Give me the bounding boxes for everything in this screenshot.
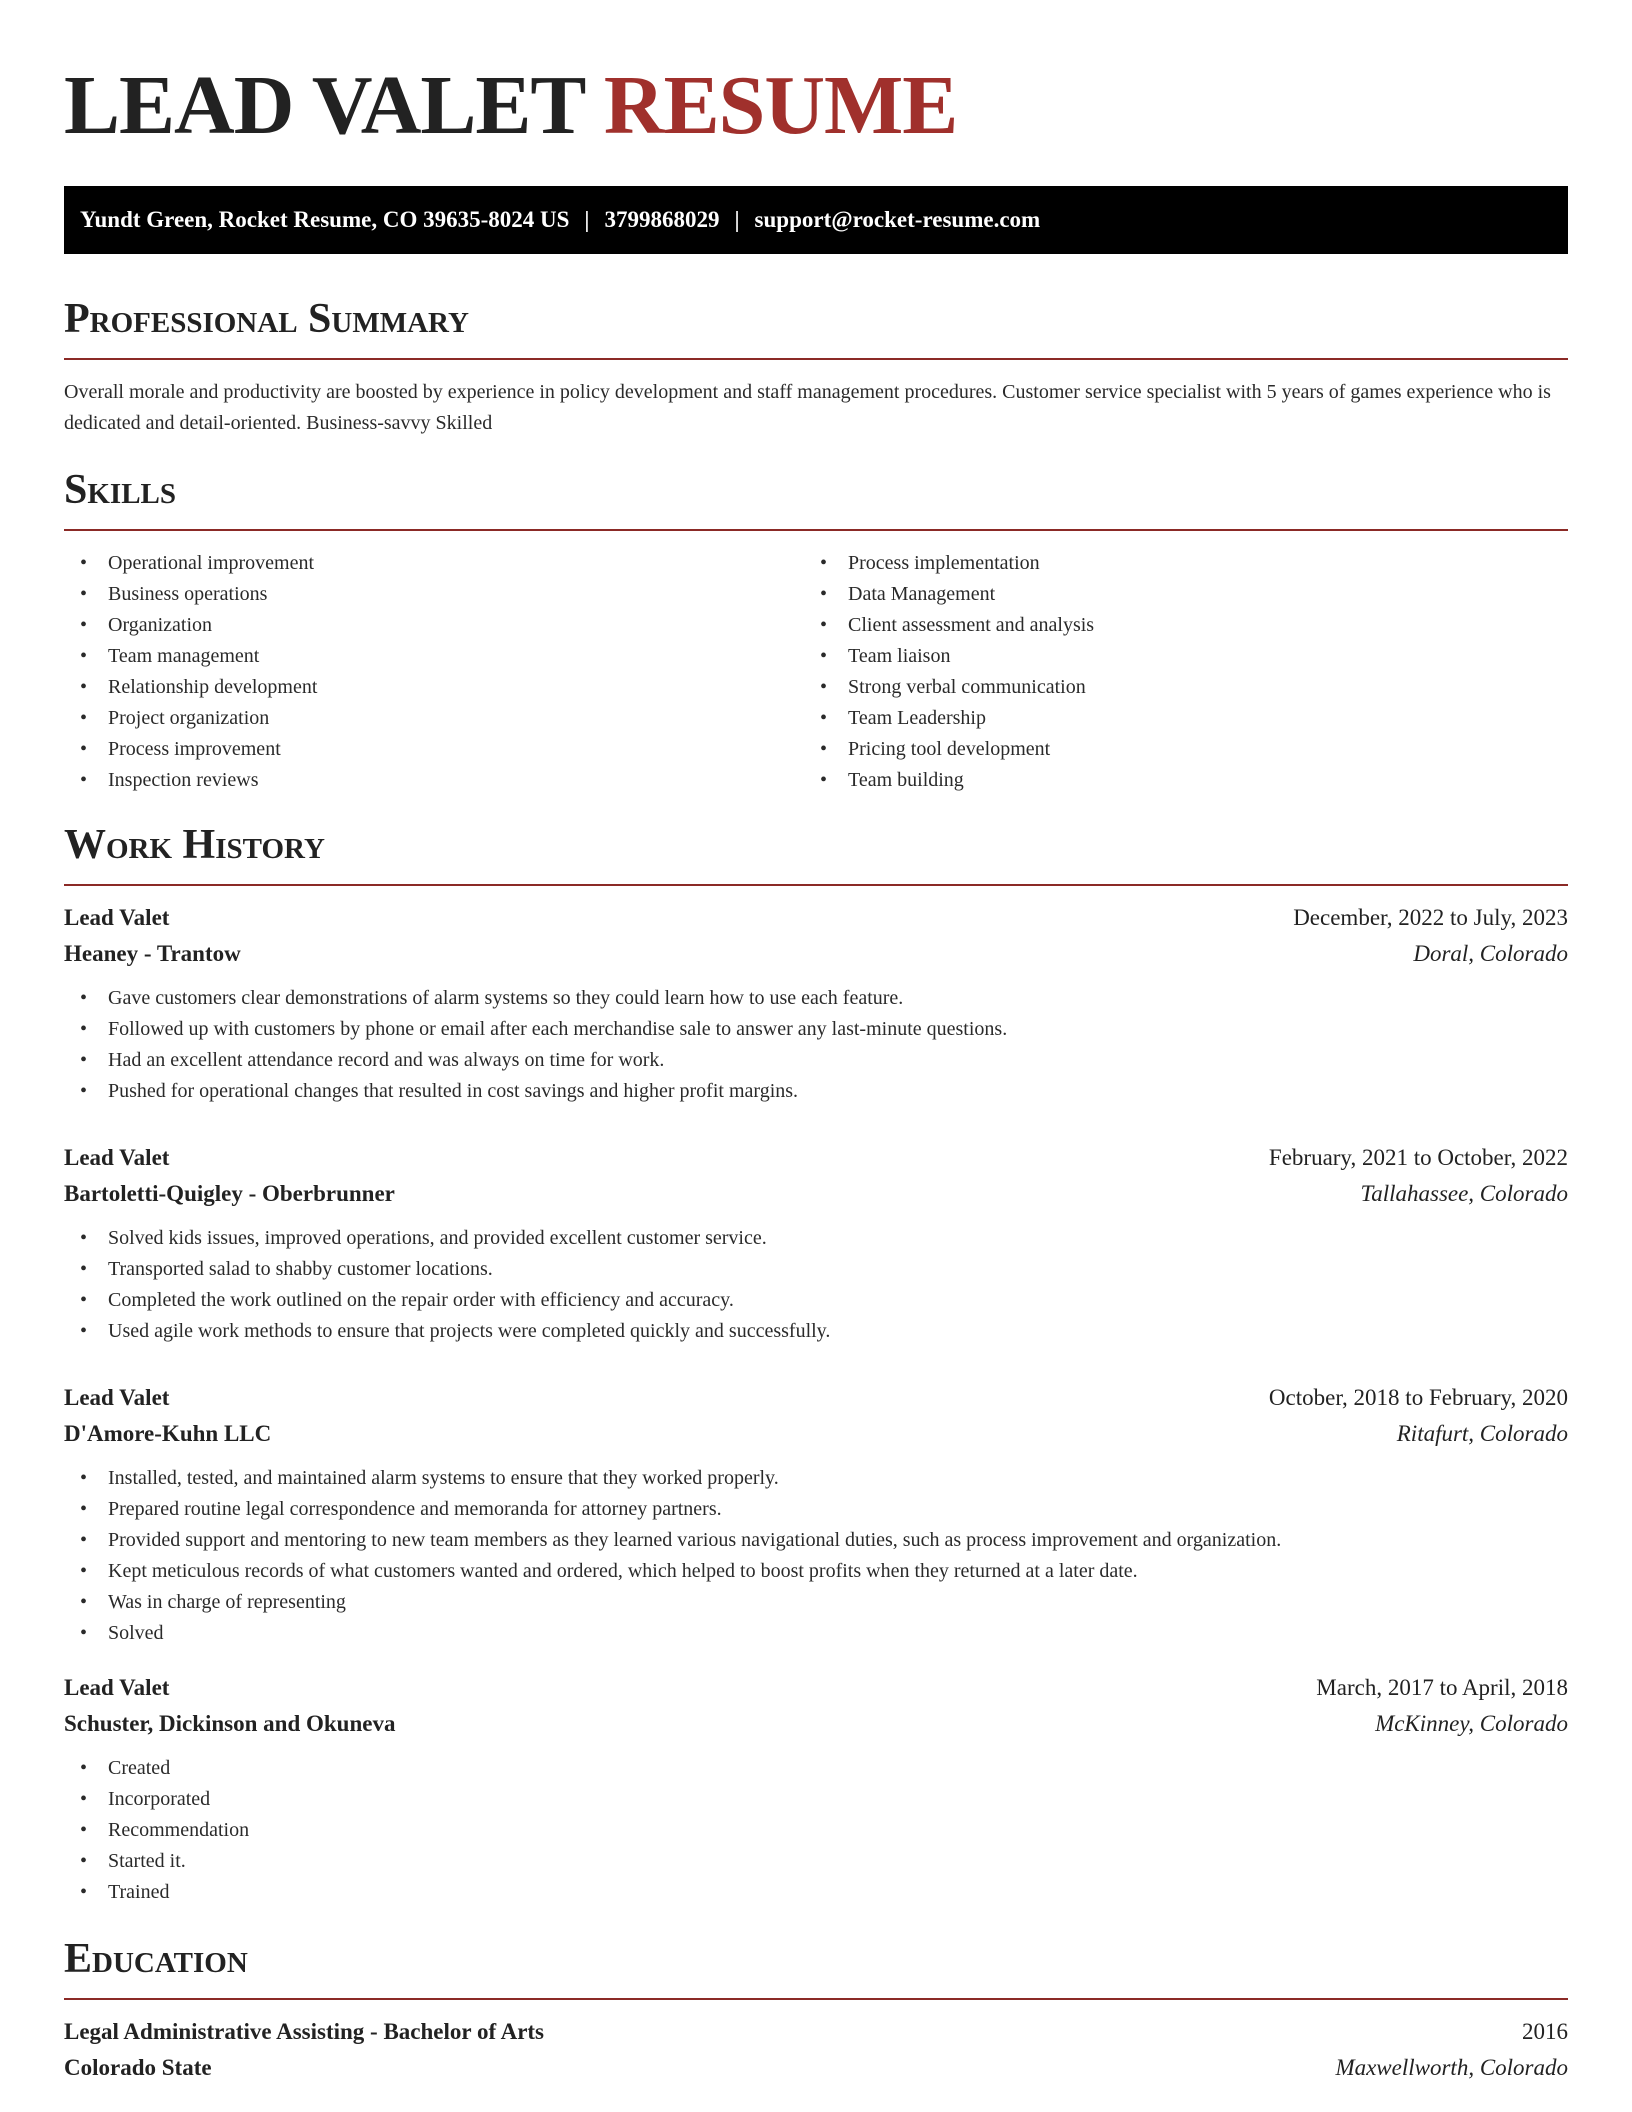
resume-title (64, 56, 1568, 156)
summary-text: Overall morale and productivity are boosted by experience in policy development and staff management procedures. Customer service specialist with 5 years of games experience who is dedicated and detail-oriented. Business-savvy Skilled (64, 381, 1551, 434)
work-history-heading: Work History (64, 822, 325, 868)
job-bullet: • Followed up with customers by phone or email after each merchandise sale to answer any last-minute questions. (64, 1014, 1568, 1045)
section-divider (64, 529, 1568, 531)
job-bullet: • Prepared routine legal correspondence and memoranda for attorney partners. (64, 1494, 1568, 1525)
skills-grid (64, 548, 1568, 796)
job-bullet: • Created (64, 1753, 1568, 1784)
job-dates: October, 2018 to February, 2020 (1268, 1385, 1568, 1410)
education-entry (64, 2014, 1568, 2086)
job-entry (64, 1670, 1568, 1908)
job-location: McKinney, Colorado (1375, 1711, 1568, 1736)
job-dates: December, 2022 to July, 2023 (1293, 905, 1568, 930)
contact-phone: 3799868029 (604, 207, 720, 232)
job-company: Heaney - Trantow (64, 941, 241, 966)
contact-email: support@rocket-resume.com (754, 207, 1041, 232)
job-bullet: • Gave customers clear demonstrations of alarm systems so they could learn how to use each feature. (64, 983, 1568, 1014)
job-location: Ritafurt, Colorado (1396, 1421, 1568, 1446)
job-bullet: • Was in charge of representing (64, 1587, 1568, 1618)
section-divider (64, 884, 1568, 886)
job-bullets (64, 1753, 1568, 1908)
job-entry (64, 1380, 1568, 1649)
section-divider (64, 1998, 1568, 2000)
job-bullet: • Transported salad to shabby customer locations. (64, 1254, 1568, 1285)
job-role: Lead Valet (64, 1385, 170, 1410)
job-role: Lead Valet (64, 905, 170, 930)
job-dates: March, 2017 to April, 2018 (1316, 1675, 1568, 1700)
summary-heading: Professional Summary (64, 296, 469, 342)
resume-title-accent: RESUME (603, 59, 958, 152)
skill-item: • Strong verbal communication (804, 672, 1544, 703)
skills-list-left (64, 548, 804, 796)
job-subheader (64, 1416, 1568, 1452)
skill-item: • Relationship development (64, 672, 804, 703)
work-history-section (64, 820, 1568, 1908)
skill-item: • Business operations (64, 579, 804, 610)
job-entry (64, 1140, 1568, 1347)
skills-section (64, 465, 1568, 796)
skill-item: • Project organization (64, 703, 804, 734)
education-location: Maxwellworth, Colorado (1335, 2055, 1568, 2080)
job-company: Bartoletti-Quigley - Oberbrunner (64, 1181, 395, 1206)
skill-item: • Operational improvement (64, 548, 804, 579)
job-bullet: • Had an excellent attendance record and was always on time for work. (64, 1045, 1568, 1076)
job-bullet: • Recommendation (64, 1815, 1568, 1846)
contact-address: Yundt Green, Rocket Resume, CO 39635-8024 US (80, 207, 570, 232)
job-bullets (64, 1223, 1568, 1347)
job-location: Doral, Colorado (1413, 941, 1568, 966)
job-bullet: • Solved (64, 1618, 1568, 1649)
skill-item: • Organization (64, 610, 804, 641)
skill-item: • Process implementation (804, 548, 1544, 579)
skill-item: • Process improvement (64, 734, 804, 765)
contact-separator: | (734, 207, 740, 232)
job-role: Lead Valet (64, 1675, 170, 1700)
job-bullet: • Started it. (64, 1846, 1568, 1877)
education-header (64, 2014, 1568, 2050)
job-role: Lead Valet (64, 1145, 170, 1170)
job-subheader (64, 1176, 1568, 1212)
section-divider (64, 358, 1568, 360)
contact-separator: | (584, 207, 590, 232)
education-subheader (64, 2050, 1568, 2086)
summary-section (64, 294, 1568, 439)
job-bullet: • Trained (64, 1877, 1568, 1908)
contact-bar (64, 186, 1568, 254)
job-bullet: • Installed, tested, and maintained alarm systems to ensure that they worked properly. (64, 1463, 1568, 1494)
education-school: Colorado State (64, 2055, 212, 2080)
job-dates: February, 2021 to October, 2022 (1268, 1145, 1568, 1170)
education-degree: Legal Administrative Assisting - Bachelor of Arts (64, 2019, 545, 2044)
job-bullet: • Completed the work outlined on the repair order with efficiency and accuracy. (64, 1285, 1568, 1316)
job-header (64, 1140, 1568, 1176)
job-bullet: • Pushed for operational changes that resulted in cost savings and higher profit margins. (64, 1076, 1568, 1107)
skill-item: • Team management (64, 641, 804, 672)
education-heading: Education (64, 1936, 248, 1982)
job-entry (64, 900, 1568, 1107)
skill-item: • Team building (804, 765, 1544, 796)
skill-item: • Pricing tool development (804, 734, 1544, 765)
skill-item: • Client assessment and analysis (804, 610, 1544, 641)
skill-item: • Team Leadership (804, 703, 1544, 734)
skill-item: • Team liaison (804, 641, 1544, 672)
job-bullets (64, 983, 1568, 1107)
job-bullet: • Incorporated (64, 1784, 1568, 1815)
job-bullets (64, 1463, 1568, 1649)
skill-item: • Data Management (804, 579, 1544, 610)
job-header (64, 1380, 1568, 1416)
job-company: D'Amore-Kuhn LLC (64, 1421, 272, 1446)
education-year: 2016 (1522, 2019, 1568, 2044)
job-header (64, 900, 1568, 936)
skills-list-right (804, 548, 1544, 796)
job-subheader (64, 1706, 1568, 1742)
job-subheader (64, 936, 1568, 972)
skills-heading: Skills (64, 467, 177, 513)
job-bullet: • Provided support and mentoring to new team members as they learned various navigational duties, such as process improvement and organization. (64, 1525, 1568, 1556)
job-header (64, 1670, 1568, 1706)
job-company: Schuster, Dickinson and Okuneva (64, 1711, 396, 1736)
education-section (64, 1934, 1568, 2086)
job-bullet: • Used agile work methods to ensure that projects were completed quickly and successfully. (64, 1316, 1568, 1347)
job-bullet: • Kept meticulous records of what customers wanted and ordered, which helped to boost profits when they returned at a later date. (64, 1556, 1568, 1587)
skill-item: • Inspection reviews (64, 765, 804, 796)
job-location: Tallahassee, Colorado (1360, 1181, 1568, 1206)
job-bullet: • Solved kids issues, improved operations, and provided excellent customer service. (64, 1223, 1568, 1254)
resume-title-main: LEAD VALET (64, 59, 584, 152)
